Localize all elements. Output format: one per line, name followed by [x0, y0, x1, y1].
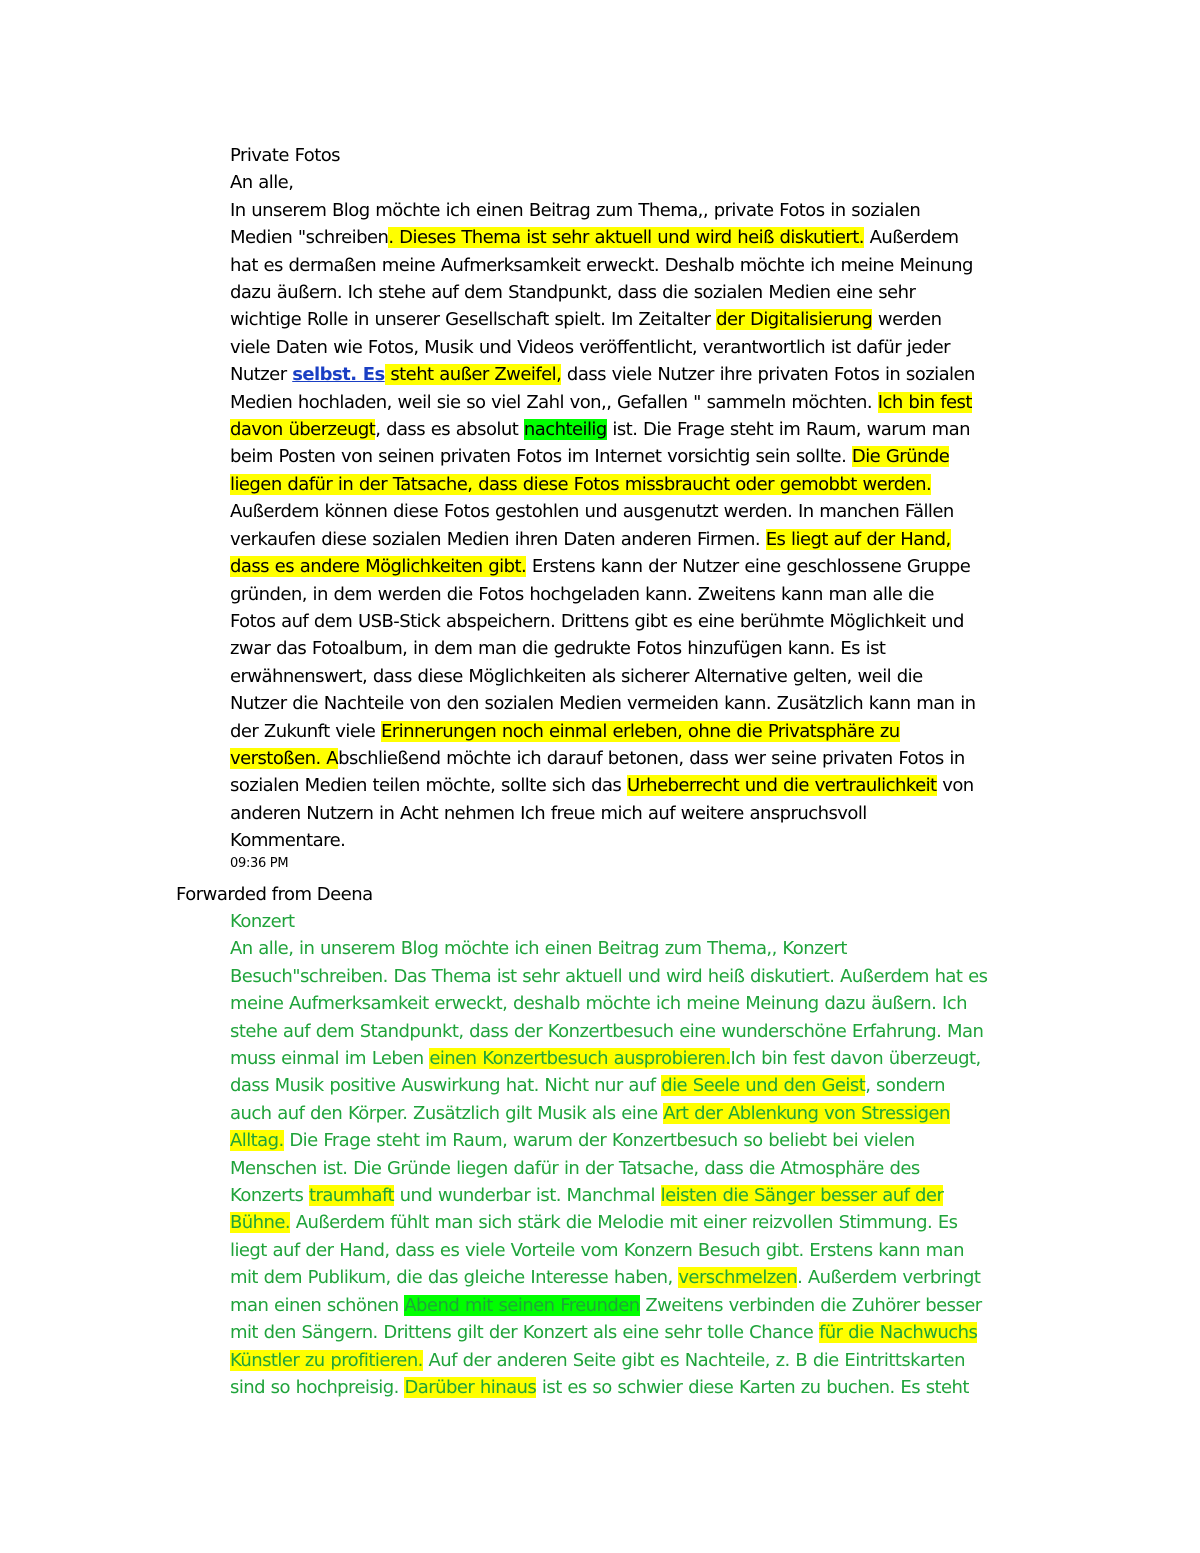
text-line [230, 252, 1030, 279]
text-line [230, 935, 1030, 962]
highlight-yellow: steht außer Zweifel, [384, 364, 562, 386]
highlight-yellow: . Dieses Thema ist sehr aktuell und wird heiß diskutiert. [388, 227, 864, 249]
text-line [230, 1347, 1030, 1374]
text-line [230, 1045, 1030, 1072]
text-line [230, 169, 1030, 196]
text-line [230, 471, 1030, 498]
text-line [230, 1182, 1030, 1209]
text-line [230, 1155, 1030, 1182]
text-run: anderen Nutzern in Acht nehmen Ich freue mich auf weitere anspruchsvoll [230, 802, 867, 824]
text-line [230, 963, 1030, 990]
message-private-fotos [230, 142, 1030, 855]
highlight-yellow: davon überzeugt [230, 419, 376, 441]
text-line [230, 1072, 1030, 1099]
highlight-yellow: Bühne. [230, 1212, 291, 1234]
text-run: Außerdem [863, 227, 959, 249]
text-run: viele Daten wie Fotos, Musik und Videos veröffentlicht, verantwortlich ist dafür jeder [230, 336, 951, 358]
text-run: Ich bin fest davon überzeugt, [730, 1048, 981, 1070]
text-run: Fotos auf dem USB-Stick abspeichern. Drittens gibt es eine berühmte Möglichkeit und [230, 610, 964, 632]
highlight-yellow: dass es andere Möglichkeiten gibt. [230, 556, 527, 578]
text-line [230, 635, 1030, 662]
text-run: An alle, [230, 172, 294, 194]
text-run: ist. Die Frage steht im Raum, warum man [606, 419, 970, 441]
text-run: , dass es absolut [375, 419, 524, 441]
text-run: ist es so schwier diese Karten zu buchen. Es steht [536, 1376, 969, 1398]
text-link[interactable]: selbst. Es [292, 364, 385, 386]
text-line [230, 1127, 1030, 1154]
highlight-yellow: die Seele und den Geist [661, 1075, 866, 1097]
text-run: Außerdem können diese Fotos gestohlen und ausgenutzt werden. In manchen Fällen [230, 501, 954, 523]
text-line [230, 581, 1030, 608]
text-run: zwar das Fotoalbum, in dem man die gedrukte Fotos hinzufügen kann. Es ist [230, 638, 886, 660]
text-run: sind so hochpreisig. [230, 1376, 405, 1398]
text-line [230, 608, 1030, 635]
text-line [230, 306, 1030, 333]
text-line [230, 526, 1030, 553]
highlight-yellow: Darüber hinaus [404, 1376, 537, 1398]
highlight-yellow: verstoßen. A [230, 747, 339, 769]
text-line [230, 334, 1030, 361]
text-run: erwähnenswert, dass diese Möglichkeiten als sicherer Alternative gelten, weil die [230, 665, 923, 687]
text-run: Konzerts [230, 1185, 309, 1207]
message-body [230, 935, 1030, 1401]
text-line [230, 553, 1030, 580]
text-run: beim Posten von seinen privaten Fotos im Internet vorsichtig sein sollte. [230, 446, 852, 468]
highlight-yellow: Künstler zu profitieren. [230, 1349, 423, 1371]
text-run: Nutzer die Nachteile von den sozialen Medien vermeiden kann. Zusätzlich kann man in [230, 693, 976, 715]
highlight-yellow: Es liegt auf der Hand, [765, 528, 951, 550]
text-line [230, 718, 1030, 745]
highlight-yellow: für die Nachwuchs [818, 1322, 978, 1344]
text-run: der Zukunft viele [230, 720, 381, 742]
text-line [230, 1264, 1030, 1291]
text-line [230, 1292, 1030, 1319]
highlight-green: Abend mit seinen Freunden [404, 1294, 640, 1316]
text-run: stehe auf dem Standpunkt, dass der Konzertbesuch eine wunderschöne Erfahrung. Man [230, 1020, 984, 1042]
text-run: Besuch"schreiben. Das Thema ist sehr aktuell und wird heiß diskutiert. Außerdem hat es [230, 965, 988, 987]
highlight-yellow: leisten die Sänger besser auf der [660, 1185, 944, 1207]
text-line [230, 443, 1030, 470]
highlight-yellow: Erinnerungen noch einmal erleben, ohne die Privatsphäre zu [380, 720, 900, 742]
text-run: verkaufen diese sozialen Medien ihren Daten anderen Firmen. [230, 528, 766, 550]
text-line [230, 990, 1030, 1017]
text-run: werden [872, 309, 942, 331]
text-run: gründen, in dem werden die Fotos hochgeladen kann. Zweitens kann man alle die [230, 583, 934, 605]
text-line [230, 416, 1030, 443]
text-run: Zweitens verbinden die Zuhörer besser [639, 1294, 982, 1316]
text-line [230, 1374, 1030, 1401]
text-run: meine Aufmerksamkeit erweckt, deshalb möchte ich meine Meinung dazu äußern. Ich [230, 993, 967, 1015]
text-run: muss einmal im Leben [230, 1048, 430, 1070]
text-run: dass viele Nutzer ihre privaten Fotos in sozialen [561, 364, 975, 386]
message-title: Private Fotos [230, 145, 340, 166]
highlight-yellow: verschmelzen [678, 1267, 798, 1289]
text-line [230, 498, 1030, 525]
text-run: mit dem Publikum, die das gleiche Interesse haben, [230, 1267, 679, 1289]
text-line [230, 745, 1030, 772]
text-run: Medien "schreiben [230, 227, 389, 249]
text-run: von [936, 775, 974, 797]
text-run: mit den Sängern. Drittens gilt der Konzert als eine sehr tolle Chance [230, 1322, 819, 1344]
highlight-yellow: Ich bin fest [877, 391, 972, 413]
text-line [230, 279, 1030, 306]
text-run: Menschen ist. Die Gründe liegen dafür in der Tatsache, dass die Atmosphäre des [230, 1157, 920, 1179]
text-run: Außerdem fühlt man sich stärk die Melodie mit einer reizvollen Stimmung. Es [290, 1212, 958, 1234]
highlight-yellow: der Digitalisierung [716, 309, 873, 331]
text-run: und wunderbar ist. Manchmal [393, 1185, 661, 1207]
highlight-yellow: Alltag. [230, 1130, 284, 1152]
message-body [230, 169, 1030, 854]
text-run: auch auf den Körper. Zusätzlich gilt Musik als eine [230, 1102, 664, 1124]
text-run: Kommentare. [230, 830, 346, 852]
message-konzert [230, 908, 1030, 1401]
highlight-green: nachteilig [523, 419, 607, 441]
text-run: liegt auf der Hand, dass es viele Vorteile vom Konzern Besuch gibt. Erstens kann man [230, 1239, 964, 1261]
text-run: wichtige Rolle in unserer Gesellschaft spielt. Im Zeitalter [230, 309, 717, 331]
text-run: Nutzer [230, 364, 293, 386]
text-run: hat es dermaßen meine Aufmerksamkeit erweckt. Deshalb möchte ich meine Meinung [230, 254, 973, 276]
text-run: sozialen Medien teilen möchte, sollte sich das [230, 775, 627, 797]
text-line [230, 800, 1030, 827]
text-line [230, 389, 1030, 416]
highlight-yellow: Die Gründe [851, 446, 950, 468]
text-run: , sondern [865, 1075, 945, 1097]
text-run: An alle, in unserem Blog möchte ich einen Beitrag zum Thema,, Konzert [230, 938, 847, 960]
highlight-yellow: einen Konzertbesuch ausprobieren. [429, 1048, 731, 1070]
text-line [230, 1237, 1030, 1264]
text-line [230, 690, 1030, 717]
text-line [230, 361, 1030, 388]
text-run: man einen schönen [230, 1294, 405, 1316]
text-run: Auf der anderen Seite gibt es Nachteile, z. B die Eintrittskarten [422, 1349, 965, 1371]
text-run: dazu äußern. Ich stehe auf dem Standpunkt, dass die sozialen Medien eine sehr [230, 282, 916, 304]
text-line [230, 772, 1030, 799]
text-line [230, 1100, 1030, 1127]
text-line [230, 663, 1030, 690]
text-run: Erstens kann der Nutzer eine geschlossene Gruppe [526, 556, 971, 578]
highlight-yellow: liegen dafür in der Tatsache, dass diese Fotos missbraucht oder gemobbt werden. [230, 473, 932, 495]
message-timestamp: 09:36 PM [230, 856, 289, 871]
highlight-yellow: Art der Ablenkung von Stressigen [663, 1102, 950, 1124]
text-line [230, 224, 1030, 251]
highlight-yellow: traumhaft [308, 1185, 394, 1207]
text-line [230, 1319, 1030, 1346]
text-run: In unserem Blog möchte ich einen Beitrag zum Thema,, private Fotos in sozialen [230, 199, 921, 221]
text-line [230, 197, 1030, 224]
text-run: dass Musik positive Auswirkung hat. Nicht nur auf [230, 1075, 662, 1097]
text-line [230, 1018, 1030, 1045]
text-run: Medien hochladen, weil sie so viel Zahl von,, Gefallen " sammeln möchten. [230, 391, 878, 413]
text-line [230, 827, 1030, 854]
text-run: bschließend möchte ich darauf betonen, dass wer seine privaten Fotos in [338, 747, 965, 769]
text-line [230, 1209, 1030, 1236]
highlight-yellow: Urheberrecht und die vertraulichkeit [626, 775, 937, 797]
text-run: Die Frage steht im Raum, warum der Konzertbesuch so beliebt bei vielen [283, 1130, 915, 1152]
text-run: . Außerdem verbringt [797, 1267, 981, 1289]
forwarded-label: Forwarded from Deena [176, 884, 373, 905]
message-title: Konzert [230, 911, 295, 932]
